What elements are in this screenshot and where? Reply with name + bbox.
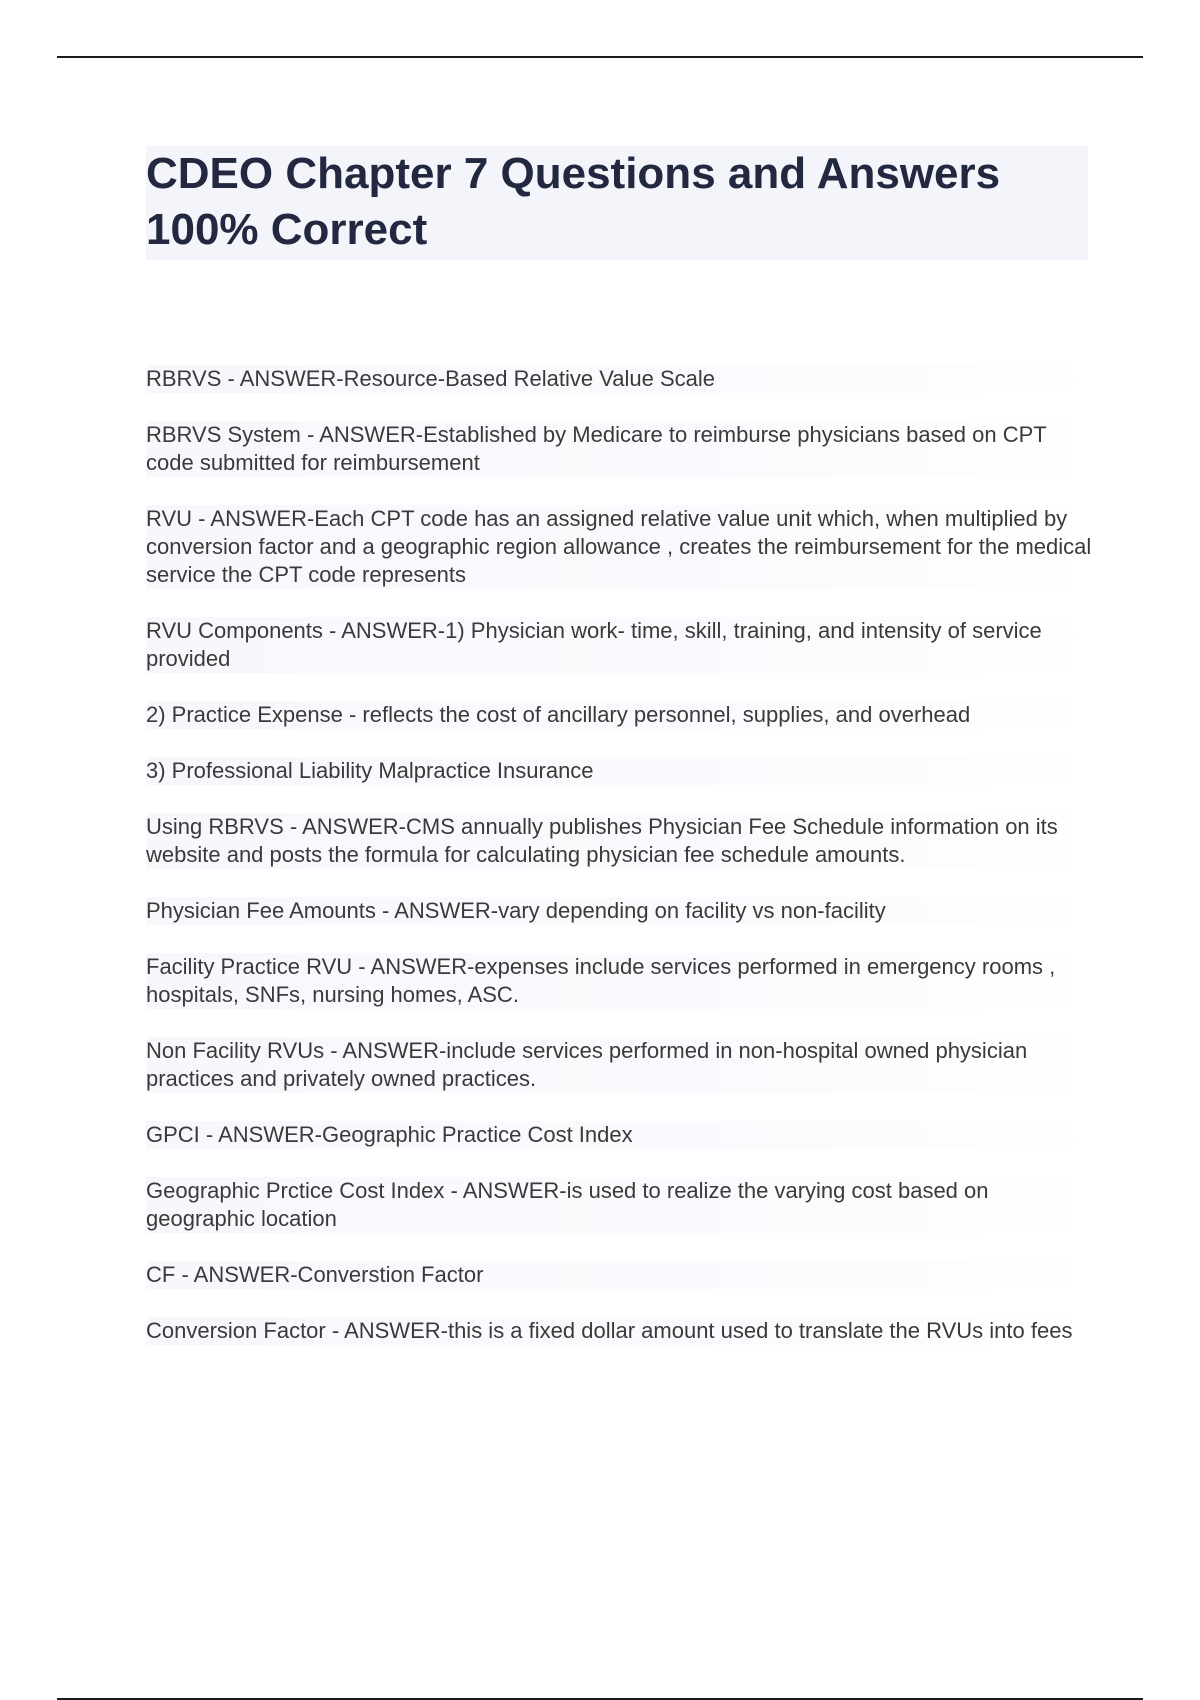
qa-item: Facility Practice RVU - ANSWER-expenses include services performed in emergency rooms , hospitals, SNFs, nursing homes, ASC. (146, 953, 1096, 1009)
qa-item: RBRVS - ANSWER-Resource-Based Relative Value Scale (146, 365, 1096, 393)
qa-item: 2) Practice Expense - reflects the cost of ancillary personnel, supplies, and overhead (146, 701, 1096, 729)
qa-item: CF - ANSWER-Converstion Factor (146, 1261, 1096, 1289)
page-title: CDEO Chapter 7 Questions and Answers 100% Correct (146, 149, 1001, 254)
qa-item: Physician Fee Amounts - ANSWER-vary depending on facility vs non-facility (146, 897, 1096, 925)
title-block (146, 146, 1088, 260)
qa-item: Geographic Prctice Cost Index - ANSWER-is used to realize the varying cost based on geographic location (146, 1177, 1096, 1233)
qa-item: Conversion Factor - ANSWER-this is a fixed dollar amount used to translate the RVUs into fees (146, 1317, 1096, 1345)
qa-item: Using RBRVS - ANSWER-CMS annually publishes Physician Fee Schedule information on its website and posts the formula for calculating physician fee schedule amounts. (146, 813, 1096, 869)
qa-list (146, 365, 1096, 1373)
qa-item: GPCI - ANSWER-Geographic Practice Cost Index (146, 1121, 1096, 1149)
qa-item: RVU - ANSWER-Each CPT code has an assigned relative value unit which, when multiplied by conversion factor and a geographic region allowance , creates the reimbursement for the medical service the CPT code represents (146, 505, 1096, 589)
qa-item: RVU Components - ANSWER-1) Physician work- time, skill, training, and intensity of service provided (146, 617, 1096, 673)
qa-item: Non Facility RVUs - ANSWER-include services performed in non-hospital owned physician practices and privately owned practices. (146, 1037, 1096, 1093)
qa-item: 3) Professional Liability Malpractice Insurance (146, 757, 1096, 785)
qa-item: RBRVS System - ANSWER-Established by Medicare to reimburse physicians based on CPT code submitted for reimbursement (146, 421, 1096, 477)
header-rule (57, 56, 1143, 58)
